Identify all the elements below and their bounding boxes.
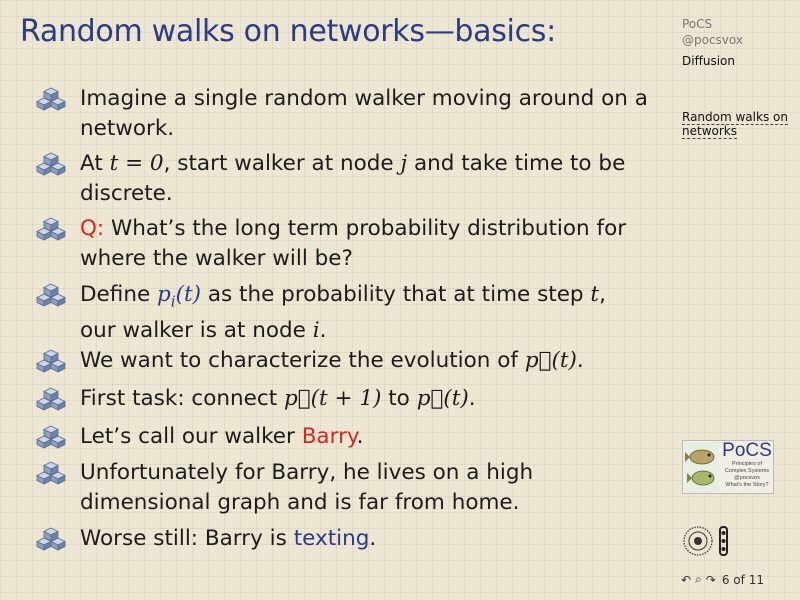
cubes-bullet-icon xyxy=(36,283,66,307)
footer-nav xyxy=(681,572,764,587)
bullet-item xyxy=(36,384,476,414)
bullet-item xyxy=(36,458,656,518)
sidebar-section[interactable]: Diffusion xyxy=(682,54,735,68)
search-icon[interactable]: ⌕ xyxy=(695,572,702,586)
uvm-seal-icon[interactable] xyxy=(682,524,742,558)
cubes-bullet-icon xyxy=(36,217,66,241)
sidebar-pocs[interactable]: PoCS xyxy=(682,17,713,31)
bullet-text: Imagine a single random walker moving around on a network. xyxy=(80,86,648,141)
logo-line: @pocsvox xyxy=(734,475,760,481)
bullet-text: Define $p_i(t)$ as the probability that at time step t, our walker is at node i. xyxy=(80,282,606,344)
cubes-bullet-icon xyxy=(36,152,66,176)
logo-title: PoCS xyxy=(722,440,772,461)
bullet-text: At t = 0, start walker at node j and take time to be discrete. xyxy=(80,151,626,206)
bullet-text: Worse still: Barry is texting. xyxy=(80,526,377,551)
bullet-item xyxy=(36,84,656,144)
bullet-item xyxy=(36,524,376,554)
bullet-text: Let’s call our walker Barry. xyxy=(80,424,364,449)
cubes-bullet-icon xyxy=(36,425,66,449)
cubes-bullet-icon xyxy=(36,387,66,411)
fish-icon xyxy=(685,442,719,492)
slide-title: Random walks on networks—basics: xyxy=(20,14,556,49)
logo-line: What's the Story? xyxy=(725,482,769,488)
bullet-text: Q: What’s the long term probability distribution for where the walker will be? xyxy=(80,216,627,271)
sidebar-header xyxy=(682,16,743,68)
sidebar-subsection-link[interactable] xyxy=(682,110,800,138)
logo-line: Principles of xyxy=(732,461,762,467)
bullet-text: We want to characterize the evolution of p⃗(t). xyxy=(80,348,584,373)
bullet-item xyxy=(36,214,656,274)
sidebar-handle[interactable]: @pocsvox xyxy=(682,33,743,47)
page-indicator: 6 of 11 xyxy=(721,572,764,587)
cubes-bullet-icon xyxy=(36,349,66,373)
cubes-bullet-icon xyxy=(36,461,66,485)
bullet-item xyxy=(36,346,584,376)
bullet-item xyxy=(36,280,606,346)
bullet-item xyxy=(36,422,363,452)
bullet-text: Unfortunately for Barry, he lives on a high dimensional graph and is far from home. xyxy=(80,460,534,515)
walker-name: Barry xyxy=(301,424,357,449)
texting-link[interactable]: texting xyxy=(293,526,370,551)
pocs-logo[interactable] xyxy=(682,440,774,494)
sidebar-subsection-label: Random walks on networks xyxy=(682,110,788,138)
back-icon[interactable]: ↶ xyxy=(681,572,692,587)
bullet-text: First task: connect p⃗(t + 1) to p⃗(t). xyxy=(80,386,476,411)
bullet-item xyxy=(36,149,656,209)
forward-icon[interactable]: ↷ xyxy=(705,572,716,587)
cubes-bullet-icon xyxy=(36,87,66,111)
cubes-bullet-icon xyxy=(36,527,66,551)
logo-line: Complex Systems xyxy=(724,468,770,474)
